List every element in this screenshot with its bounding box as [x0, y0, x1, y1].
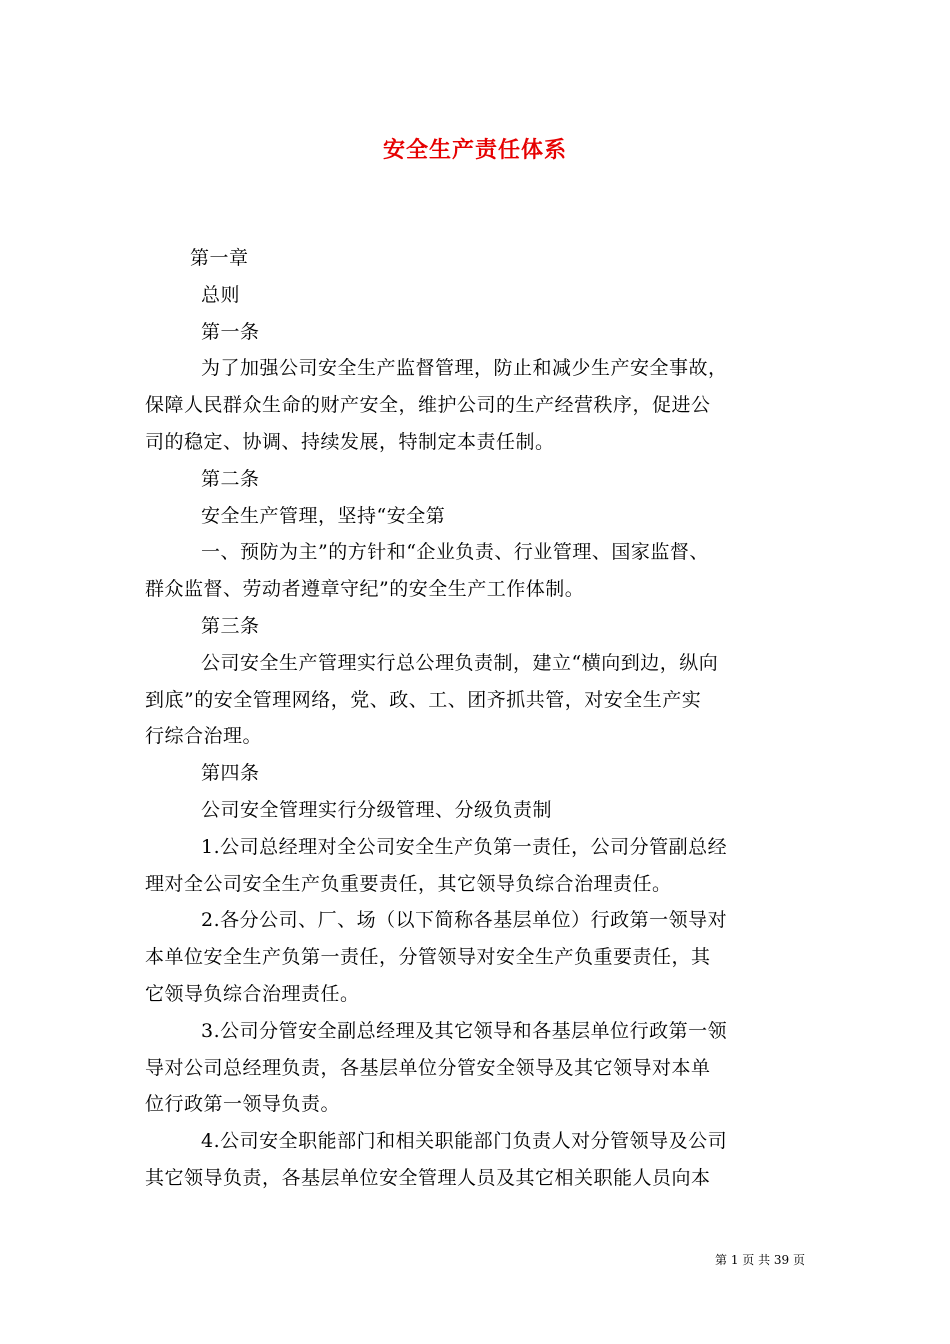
chapter-heading: 第一章: [190, 247, 249, 269]
paragraph-line: 2.各分公司、厂、场（以下简称各基层单位）行政第一领导对: [201, 909, 728, 932]
page-number-footer: 第 1 页 共 39 页: [715, 1253, 805, 1267]
document-body: [145, 240, 810, 1197]
paragraph-line: 群众监督、劳动者遵章守纪”的安全生产工作体制。: [145, 578, 585, 601]
article-heading: 第一条: [201, 320, 260, 343]
document-title: 安全生产责任体系: [382, 137, 567, 163]
paragraph-line: 安全生产管理，坚持“安全第: [201, 504, 446, 527]
paragraph-line: 1.公司总经理对全公司安全生产负第一责任，公司分管副总经: [201, 835, 728, 858]
paragraph-line: 3.公司分管安全副总经理及其它领导和各基层单位行政第一领: [201, 1019, 728, 1042]
paragraph-line: 为了加强公司安全生产监督管理，防止和减少生产安全事故，: [201, 357, 728, 380]
section-heading: 总则: [201, 283, 241, 306]
paragraph-line: 司的稳定、协调、持续发展，特制定本责任制。: [145, 430, 555, 453]
paragraph-line: 导对公司总经理负责，各基层单位分管安全领导及其它领导对本单: [145, 1056, 711, 1079]
paragraph-line: 到底”的安全管理网络，党、政、工、团齐抓共管，对安全生产实: [145, 688, 702, 711]
paragraph-line: 公司安全生产管理实行总公理负责制，建立“横向到边，纵向: [201, 651, 719, 674]
paragraph-line: 行综合治理。: [145, 725, 263, 748]
paragraph-line: 本单位安全生产负第一责任，分管领导对安全生产负重要责任，其: [145, 946, 711, 969]
paragraph-line: 公司安全管理实行分级管理、分级负责制: [201, 798, 553, 821]
article-heading: 第四条: [201, 762, 260, 785]
article-heading: 第二条: [201, 467, 260, 490]
paragraph-line: 理对全公司安全生产负重要责任，其它领导负综合治理责任。: [145, 872, 672, 895]
paragraph-line: 位行政第一领导负责。: [145, 1093, 341, 1116]
paragraph-line: 一、预防为主”的方针和“企业负责、行业管理、国家监督、: [201, 541, 709, 564]
article-heading: 第三条: [201, 614, 260, 637]
paragraph-line: 4.公司安全职能部门和相关职能部门负责人对分管领导及公司: [201, 1130, 728, 1153]
paragraph-line: 它领导负综合治理责任。: [145, 982, 360, 1005]
paragraph-line: 保障人民群众生命的财产安全，维护公司的生产经营秩序，促进公: [145, 394, 711, 417]
paragraph-line: 其它领导负责，各基层单位安全管理人员及其它相关职能人员向本: [145, 1166, 711, 1189]
